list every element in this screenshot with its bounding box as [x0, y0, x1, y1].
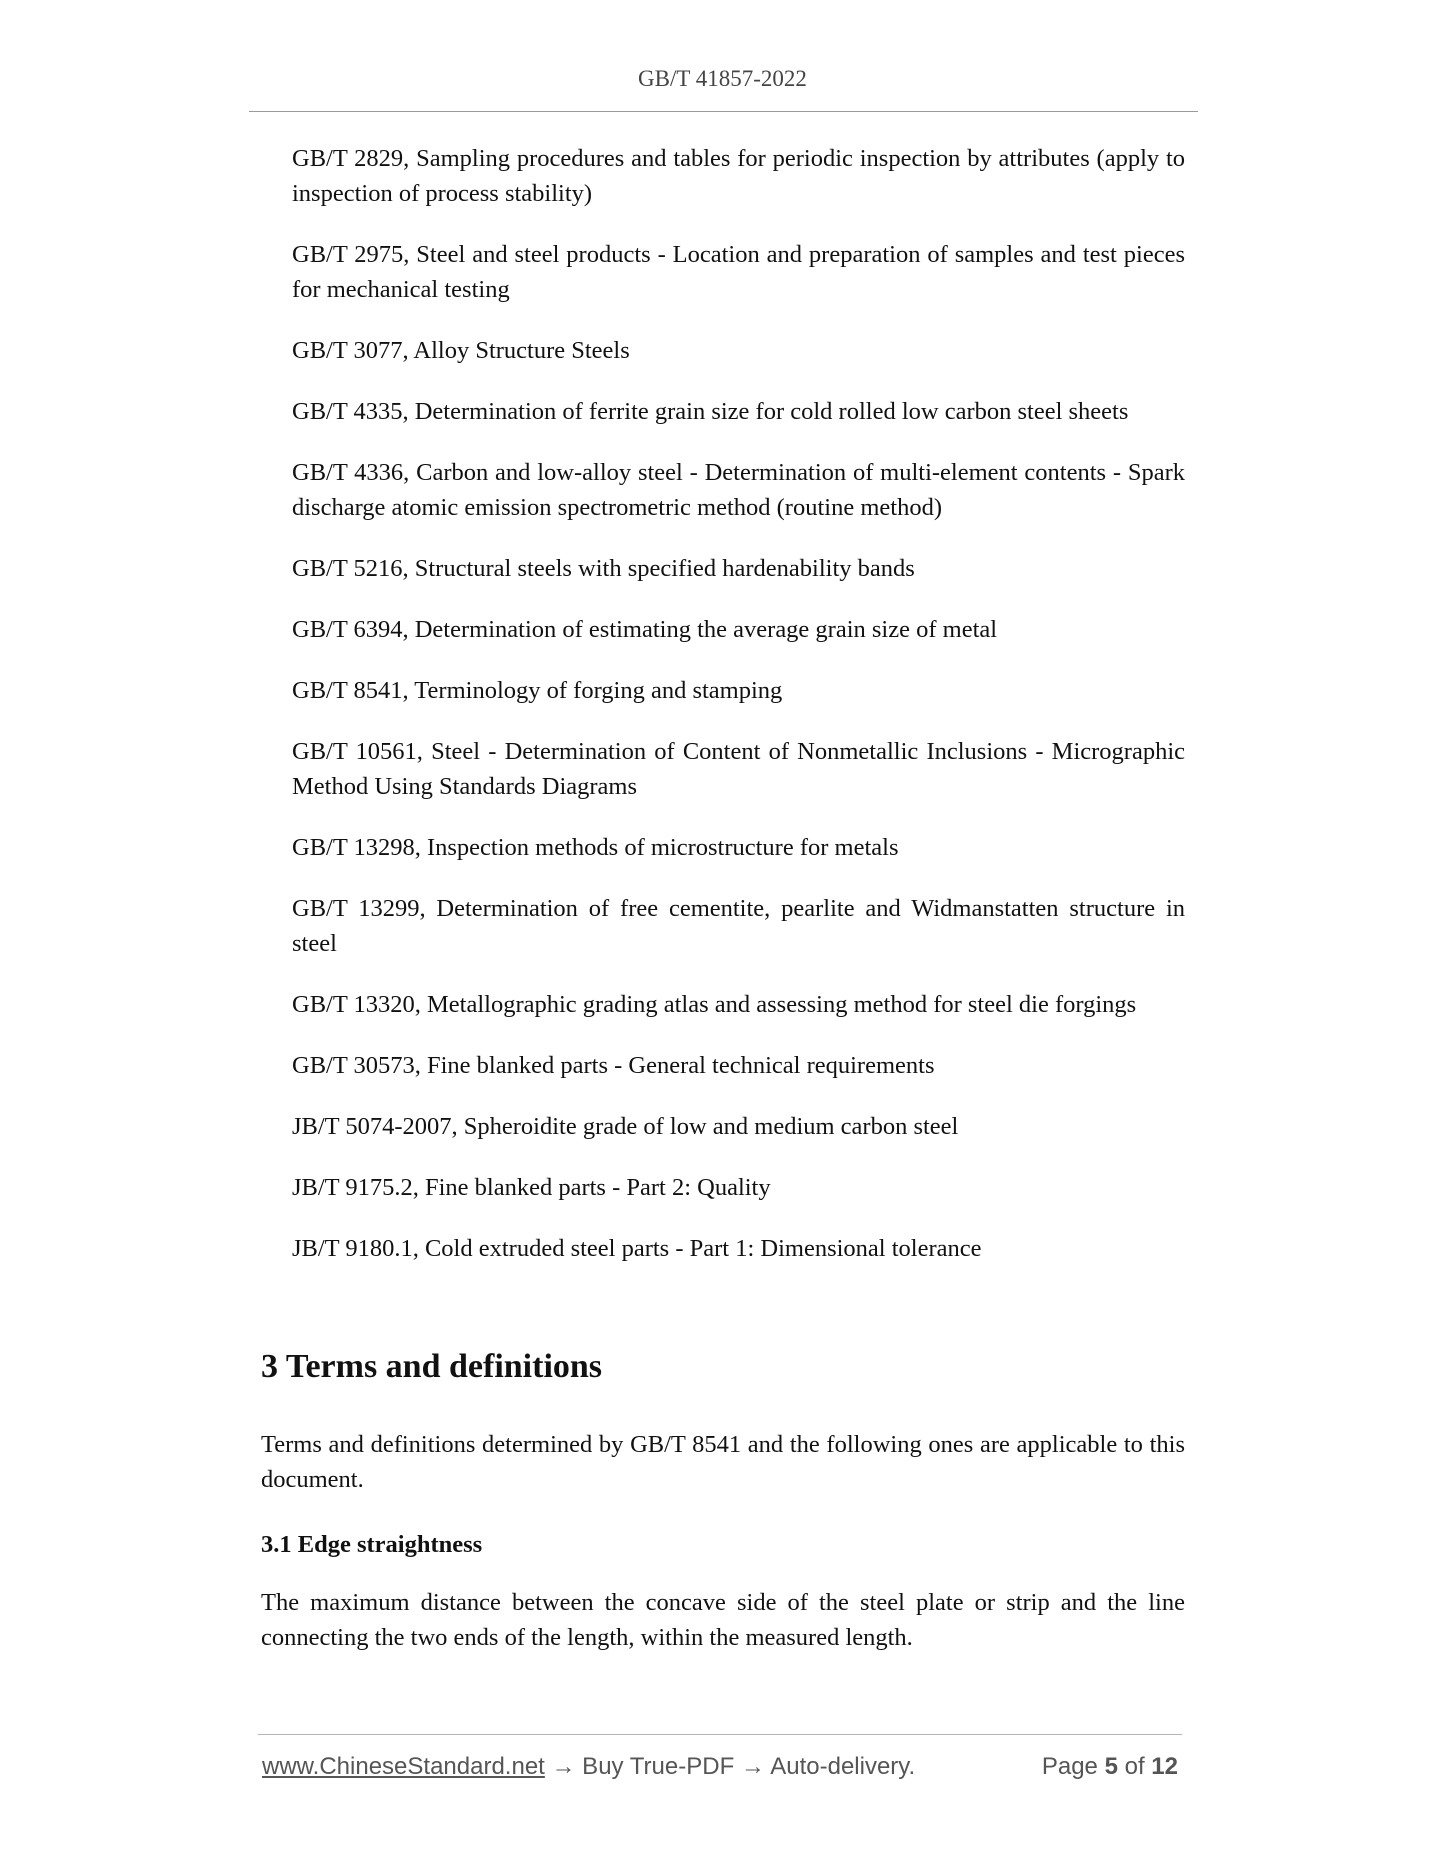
header-divider — [249, 111, 1198, 112]
normative-references-list — [292, 141, 1185, 1292]
reference-item: GB/T 13298, Inspection methods of microstructure for metals — [292, 834, 899, 861]
footer-divider — [258, 1734, 1182, 1735]
reference-item: GB/T 2829, Sampling procedures and tables for periodic inspection by attributes (apply to inspection of process stability) — [292, 145, 1185, 207]
reference-item: GB/T 30573, Fine blanked parts - General technical requirements — [292, 1052, 935, 1079]
reference-item: GB/T 4335, Determination of ferrite grain size for cold rolled low carbon steel sheets — [292, 398, 1129, 425]
page-current: 5 — [1104, 1753, 1118, 1780]
page-label: Page — [1041, 1753, 1098, 1780]
page-total: 12 — [1151, 1753, 1178, 1780]
page-header-standard-code: GB/T 41857-2022 — [638, 66, 807, 91]
section-3-heading: 3 Terms and definitions — [261, 1348, 603, 1385]
reference-item: GB/T 4336, Carbon and low-alloy steel - Determination of multi-element contents - Spark discharge atomic emission spectrometric method (routine method) — [292, 459, 1185, 521]
reference-item: GB/T 3077, Alloy Structure Steels — [292, 337, 630, 364]
reference-item: GB/T 8541, Terminology of forging and stamping — [292, 677, 783, 704]
reference-item: GB/T 13299, Determination of free cementite, pearlite and Widmanstatten structure in steel — [292, 895, 1185, 957]
term-3-1-definition: The maximum distance between the concave side of the steel plate or strip and the line connecting the two ends of the length, within the measured length. — [261, 1589, 1185, 1651]
reference-item: GB/T 5216, Structural steels with specified hardenability bands — [292, 555, 915, 582]
reference-item: GB/T 13320, Metallographic grading atlas and assessing method for steel die forgings — [292, 991, 1137, 1018]
page-of-label: of — [1124, 1753, 1145, 1780]
reference-item: JB/T 5074-2007, Spheroidite grade of low and medium carbon steel — [292, 1113, 959, 1140]
footer-promo — [262, 1753, 915, 1781]
reference-item: GB/T 2975, Steel and steel products - Location and preparation of samples and test pieces for mechanical testing — [292, 241, 1185, 303]
reference-item: GB/T 6394, Determination of estimating the average grain size of metal — [292, 616, 998, 643]
reference-item: JB/T 9175.2, Fine blanked parts - Part 2: Quality — [292, 1174, 771, 1201]
footer-promo-text: → Buy True-PDF → Auto-delivery. — [551, 1753, 916, 1780]
reference-item: GB/T 10561, Steel - Determination of Content of Nonmetallic Inclusions - Micrographic Method Using Standards Diagrams — [292, 738, 1185, 800]
term-3-1-heading: 3.1 Edge straightness — [261, 1531, 483, 1558]
reference-item: JB/T 9180.1, Cold extruded steel parts - Part 1: Dimensional tolerance — [292, 1235, 982, 1262]
chinesestandard-link[interactable]: www.ChineseStandard.net — [262, 1753, 545, 1780]
page-indicator — [1042, 1753, 1178, 1781]
section-3-intro: Terms and definitions determined by GB/T 8541 and the following ones are applicable to this document. — [261, 1431, 1185, 1493]
